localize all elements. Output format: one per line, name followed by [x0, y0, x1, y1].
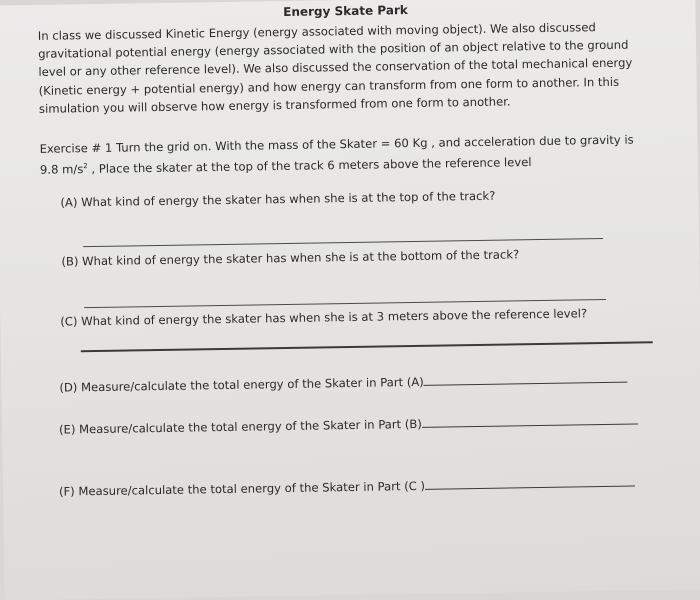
exponent: 2: [83, 161, 88, 170]
question-f: [59, 476, 635, 499]
worksheet-title: Energy Skate Park: [283, 3, 408, 20]
question-b: (B) What kind of energy the skater has when she is at the bottom of the track?: [61, 247, 520, 269]
answer-line-c: [81, 341, 653, 352]
exercise-text-part2: , Place the skater at the top of the track 6 meters above the reference level: [87, 154, 532, 176]
exercise-text-part1: Exercise # 1 Turn the grid on. With the mass of the Skater = 60 Kg , and acceleration due to gravity is 9.8 m/s: [39, 132, 634, 177]
question-d: [59, 372, 628, 395]
answer-line-a: [83, 238, 603, 247]
answer-line-d: [424, 381, 628, 386]
question-c: (C) What kind of energy the skater has when she is at 3 meters above the reference level?: [60, 306, 588, 329]
answer-line-f: [425, 485, 635, 490]
question-e: [59, 413, 638, 436]
question-a: (A) What kind of energy the skater has when she is at the top of the track?: [60, 188, 496, 210]
question-e-text: (E) Measure/calculate the total energy of the Skater in Part (B): [58, 416, 422, 437]
question-d-text: (D) Measure/calculate the total energy of the Skater in Part (A): [59, 374, 424, 395]
exercise-1-instructions: [40, 131, 645, 178]
answer-line-e: [422, 422, 638, 427]
question-f-text: (F) Measure/calculate the total energy of the Skater in Part (C ): [58, 478, 426, 499]
intro-paragraph: In class we discussed Kinetic Energy (energy associated with moving object). We also discussed gravitational potential energy (energy associated with the position of an object relative to the ground level or any other reference level). We also discussed the conservation of the total mechanical energy (Kinetic energy + potential energy) and how energy can transform from one form to another. In this simulation you will observe how energy is transformed from one form to another.: [37, 20, 633, 116]
